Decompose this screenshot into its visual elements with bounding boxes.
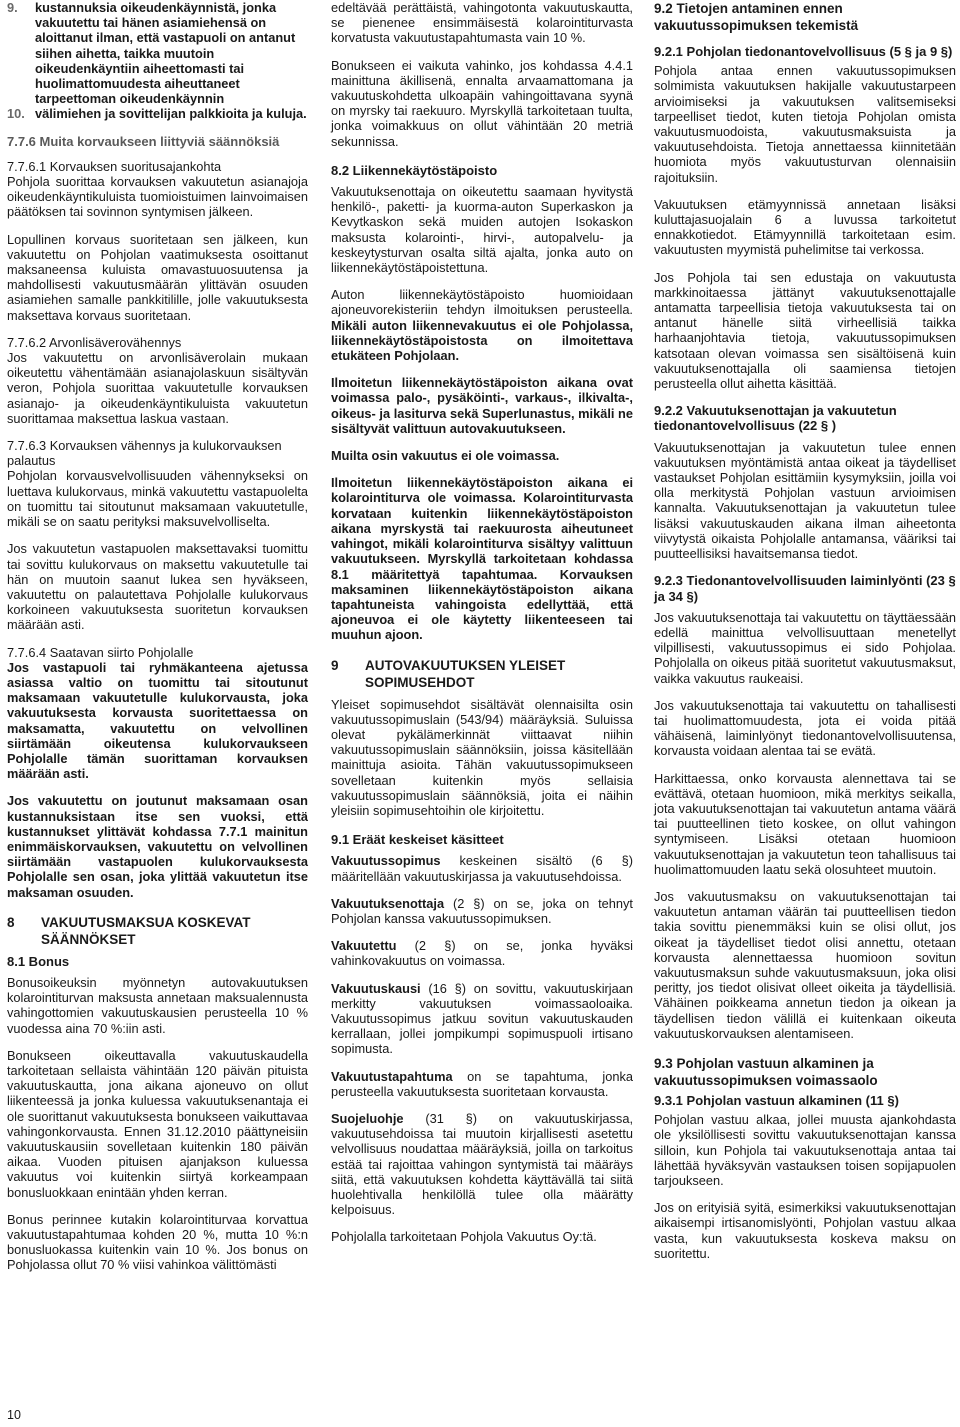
paragraph: Jos vakuutuksenottaja tai vakuutettu on tahallisesti tai huolimattomuudesta, jota ei voida pitää vähäisenä, laiminlyönyt tiedonantovelvollisuutensa, korvausta voidaan alentaa tai se evätä. [654, 697, 956, 759]
subsection-heading: 8.1 Bonus [7, 953, 70, 969]
list-number: 10. [7, 106, 25, 122]
definition-term: Vakuutussopimus [331, 853, 441, 869]
paragraph: Jos vakuutusmaksu on vakuutuksenottajan tai vakuutetun antaman väärän tai puutteellisen tiedon takia sovittu pienemmäksi kuin se olisi ollut, jos oikeat ja täydelliset tiedot olisi annettu, otetaan korvausta alennettaessa huomioon sovitun vakuutusmaksun suhde vakuutusmaksuun, joka olisi peritty, jos tiedot olisivat olleet oikeita ja täydellisiä. Vähäinen poikkeama annetun tiedon ja oikean ja täydellisen tiedon välillä ei kuitenkaan oikeuta vakuutuskorvauksen alentamiseen. [654, 888, 956, 1041]
paragraph: edeltävää perättäistä, vahingotonta vakuutuskautta, se pienenee ensimmäisestä kolarointiturvasta korvatusta vakuutustapahtumasta vain 10 %. [331, 0, 633, 46]
section-heading: 9.2 Tietojen antaminen ennen vakuutussopimuksen tekemistä [654, 1, 859, 33]
column-left [7, 0, 308, 1273]
paragraph: Harkittaessa, onko korvausta alennettava tai se evättävä, otetaan huomioon, mikä merkitys seikalla, jota vakuutuksenottajan tai vakuutetun antama väärä tai puutteellinen tieto koskee, on ollut vahingon syntymiseen. Lisäksi otetaan huomioon vakuutuksenottajan ja vakuutetun teon tahallisuus tai huolimattomuuden laatu sekä olosuhteet muutoin. [654, 770, 956, 877]
definition [331, 981, 633, 1057]
subsection-heading: 9.2.3 Tiedonantovelvollisuuden laiminlyönti (23 § ja 34 §) [654, 573, 956, 604]
paragraph: Vakuutuksenottajan ja vakuutetun tulee ennen vakuutuksen myöntämistä antaa oikeat ja täydelliset vastaukset Pohjolan esittämiin kysymyksiin, joilla voi olla merkitystä Pohjolan vastuun arvioimisen kannalta. Vakuutuksenottajan ja vakuutetun tulee lisäksi vakuutuskauden aikana ilman aiheetonta viivytystä oikaista Pohjolalle antamansa, vääriksi tai puutteellisiksi havaitsemansa tiedot. [654, 439, 956, 562]
chapter-number: 8 [7, 914, 15, 930]
subsection-heading: 9.3.1 Pohjolan vastuun alkaminen (11 §) [654, 1092, 899, 1108]
chapter-title: VAKUUTUSMAKSUA KOSKEVAT SÄÄNNÖKSET [41, 914, 251, 947]
paragraph [331, 287, 633, 363]
paragraph: Jos Pohjola tai sen edustaja on vakuutusta markkinoitaessa jättänyt vakuutuksenottajalle antamatta tarpeellisia tietoja vakuutuksesta tai on antanut hänelle siitä virheellisiä taikka harhaanjohtavia tietoja, vakuutussopimuksen katsotaan olevan voimassa sen sisältöisenä kuin vakuutuksenottajalla oli saamiensa tietojen perusteella ollut aihetta käsittää. [654, 269, 956, 392]
definition-term: Vakuutustapahtuma [331, 1068, 453, 1084]
subsection-heading: 7.7.6.3 Korvauksen vähennys ja kulukorvauksen palautus [7, 438, 282, 469]
paragraph: Pohjola suorittaa korvauksen vakuutetun asianajoja oikeudenkäyntikuluista tuomioistuimen lainvoimaisen päätöksen tai sovinnon syntymisen jälkeen. [7, 174, 308, 220]
column-middle [331, 0, 633, 1257]
definition-text: (31 §) on vakuutuskirjassa, vakuutusehdoissa tai muutoin kirjallisesti asetettu velvollisuus noudattaa määräyksiä, joilla on tarkoitus estää tai rajoittaa vahingon syntymistä tai määräys siitä, että vakuutuksen kohdetta käyttävällä tai siitä huolehtivalla henkilöllä tulee olla määrätty kelpoisuus. [331, 1110, 633, 1218]
subsection-heading: 8.2 Liikennekäytöstäpoisto [331, 162, 498, 178]
paragraph-bold: Ilmoitetun liikennekäytöstäpoiston aikana ovat voimassa palo-, pysäköinti-, varkaus-, ilkivalta-, oikeus- ja lasiturva sekä Superlunastus, mikäli ne sisältyvät valittuun autovakuutukseen. [331, 375, 633, 436]
page-number: 10 [7, 1408, 21, 1422]
paragraph: Jos vakuutuksenottaja tai vakuutettu on täyttäessään edellä mainittua velvollisuuttaan menetellyt vilpillisesti, vakuutussopimus ei sido Pohjolaa. Pohjolalla on oikeus pitää suoritetut vakuutusmaksut, vaikka vakuutus raukeaisi. [654, 609, 956, 686]
paragraph: Lopullinen korvaus suoritetaan sen jälkeen, kun vakuutettu on Pohjolan vaatimuksesta osoittanut maksaneensa kuluista omavastuuosuutensa ja mahdollisesti vakuutusmäärän ylittävän osuuden asiamiehen samalle pankkitilille, jolle vakuutuksesta maksettava korvaus suoritetaan. [7, 231, 308, 323]
paragraph: Yleiset sopimusehdot sisältävät olennaisilta osin vakuutussopimuslain (543/94) määräyksiä. Suluissa olevat pykälämerkinnät viittaavat niihin vakuutussopimuslain säännöksiin, joissa käsitellään mainittuja asioita. Tähän vakuutussopimukseen sovelletaan kuitenkin myös sellaisia vakuutussopimuslain säännöksiä, joita ei näihin yleisiin sopimusehtoihin ole kirjoitettu. [331, 696, 633, 818]
chapter-number: 9 [331, 657, 339, 673]
definition [331, 938, 633, 968]
subsection-heading: 9.1 Eräät keskeiset käsitteet [331, 832, 504, 848]
paragraph: Jos vakuutettu on arvonlisäverolain mukaan oikeutettu vähentämään asianajolaskuun sisältyvän veron, Pohjola suorittaa vakuutetulle korvauksen asianajo- ja oikeudenkäyntikuluista vakuutetun suorittamaa maksettua laskua vastaan. [7, 350, 308, 426]
definition [331, 853, 633, 883]
section-heading: 7.7.6 Muita korvaukseen liittyviä säännöksiä [7, 133, 280, 149]
paragraph: Bonukseen ei vaikuta vahinko, jos kohdassa 4.4.1 mainittuna äkillisenä, ennalta arvaamattomana ja vakuutuskohdetta ulkoapäin vahingoittavana syynä on myrsky tai raekuuro. Myrskyllä tarkoitetaan tuulta, jonka voimakkuus on ollut vähintään 20 metriä sekunnissa. [331, 57, 633, 149]
definition-term: Vakuutuksenottaja [331, 895, 445, 911]
definition-text: (2 §) on se, joka on tehnyt Pohjolan kanssa vakuutussopimuksen. [331, 895, 633, 926]
definition [331, 1111, 633, 1217]
chapter-title: AUTOVAKUUTUKSEN YLEISET SOPIMUSEHDOT [365, 657, 566, 690]
paragraph: Bonukseen oikeuttavalla vakuutuskaudella tarkoitetaan sellaista vähintään 120 päivän pituista vakuutuskautta, jona aikana ajoneuvo on ollut liikenteessä ja jonka kuluessa vakuutuksenantaja ei ole suorittanut vakuutuksesta bonukseen vaikuttavaa vahingonkorvausta. Ennen 31.12.2010 päättyneisiin vakuutuskausiin sovelletaan kuitenkin 180 päivän aikaa. Vuoden pituisen ajanjakson kuluessa vakuutus voi kuitenkin siirtyä korkeampaan bonusluokkaan enintään yhden kerran. [7, 1047, 308, 1200]
definition [331, 896, 633, 926]
definition-text: on se tapahtuma, jonka perusteella vakuutuksesta suoritetaan korvausta. [331, 1068, 633, 1099]
definition-term: Suojeluohje [331, 1110, 404, 1126]
paragraph-text: Auton liikennekäytöstäpoisto huomioidaan ajoneuvorekisteriin tehdyn ilmoituksen perusteella. [331, 287, 633, 318]
paragraph: Pohjolan vastuu alkaa, jollei muusta ajankohdasta ole yksilöllisesti sovittu vakuutuksenottajan kanssa silloin, kun Pohjola tai vakuutuksenottaja antaa tai lähettää hyväksyvän vastauksen toisen sopijapuolen tarjoukseen. [654, 1112, 956, 1188]
list-number: 9. [7, 0, 18, 15]
paragraph-bold: Ilmoitetun liikennekäytöstäpoiston aikana ei kolarointiturva ole voimassa. Kolarointiturvasta korvataan kuitenkin liikennekäytöstäpoiston aikana myrskystä tai raekuurosta aiheutuneet vahingot, mikäli kolarointiturva sisältyy valittuun vakuutukseen. Myrskyllä tarkoitetaan kohdassa 8.1 määritettyä tapahtumaa. Korvauksen maksaminen liikennekäytöstäpoiston aikana tapahtuneista vahingoista edellyttää, että ajoneuvoa ei ole käytetty liikenteeseen tai muuhun ajoon. [331, 475, 633, 643]
subsection-heading: 7.7.6.1 Korvauksen suoritusajankohta [7, 158, 222, 174]
definition-text: (16 §) on sovittu, vakuutuskirjaan merkitty vakuutuksen voimassaoloaika. Vakuutussopimus jatkuu sovitun vakuutuskauden kerrallaan, jollei jompikumpi sopimuspuoli irtisano sopimusta. [331, 980, 633, 1057]
list-item [7, 106, 308, 121]
paragraph: Vakuutuksenottaja on oikeutettu saamaan hyvitystä henkilö-, paketti- ja kuorma-auton Superkaskon ja Kevytkaskon sekä muiden autojen Isokaskon maksusta kolarointi-, hirvi-, autopalvelu- ja keskeytysturvan osalta siltä ajalta, jonka auto on liikennekäytöstäpoistettuna. [331, 184, 633, 276]
chapter-heading [331, 657, 633, 691]
paragraph: Pohjolalla tarkoitetaan Pohjola Vakuutus Oy:tä. [331, 1229, 597, 1245]
paragraph-bold: Jos vastapuoli tai ryhmäkanteena ajetussa asiassa valtio on tuomittu tai sitoutunut maksamaan vakuutetulle kulukorvausta, joka vakuutuksesta korvausta suoritettaessa on maksamatta, vakuutettu on velvollinen siirtämään oikeutensa kulukorvaukseen Pohjolalle tämän suorittaman korvauksen määrään asti. [7, 659, 308, 782]
definition-text: (2 §) on se, jonka hyväksi vahinkovakuutus on voimassa. [331, 938, 633, 969]
subsection-heading: 7.7.6.2 Arvonlisäverovähennys [7, 334, 182, 350]
paragraph-bold: Jos vakuutettu on joutunut maksamaan osan kustannuksistaan itse sen vuoksi, että kustannukset ylittävät kohdassa 7.7.1 mainitun enimmäiskorvauksen, vakuutettu on velvollinen siirtämään vastapuolen kulukorvauksesta Pohjolalle sen osan, joka ylittää vakuutetun itse maksaman osuuden. [7, 793, 308, 900]
definition [331, 1069, 633, 1099]
paragraph: Jos vakuutetun vastapuolen maksettavaksi tuomittu tai sovittu kulukorvaus on maksettu vakuutetulle tai hän on muutoin saanut lukea sen hyväkseen, vakuutettu on palautettava Pohjolalle kulukorvaus korkoineen vakuutuksesta suoritetun korvauksen määrään asti. [7, 541, 308, 633]
definition-term: Vakuutettu [331, 938, 397, 954]
paragraph: Bonus perinnee kutakin kolarointiturvaa korvattua vakuutustapahtumaa kohden 20 %, mutta 10 %:n bonusluokassa kuitenkin vain 10 %. Jos bonus on Pohjolassa ollut 70 % viisi vahinkoa välittömästi [7, 1211, 308, 1273]
column-right [654, 0, 956, 1273]
definition-text: keskeinen sisältö (6 §) määritellään vakuutuskirjassa ja vakuutusehdoissa. [331, 853, 633, 884]
subsection-heading: 7.7.6.4 Saatavan siirto Pohjolalle [7, 644, 194, 660]
list-item [7, 0, 308, 106]
paragraph: Pohjolan korvausvelvollisuuden vähennykseksi on luettava kulukorvaus, minkä vakuutettu vastapuolelta on tuomittu tai sitoutunut maksamaan vakuutetulle, mikäli se on saatu perityksi maksuvelvolliselta. [7, 468, 308, 530]
section-heading: 9.3 Pohjolan vastuun alkaminen ja vakuutussopimuksen voimassaolo [654, 1055, 878, 1088]
paragraph: Pohjola antaa ennen vakuutussopimuksen solmimista vakuutuksen hakijalle vakuutustarpeen arvioimiseksi ja vakuutuksen valitsemiseksi tarpeelliset tiedot, kuten tietoja Pohjolan omista vakuutusmuodoista, vakuutusmaksuista ja vakuutusehdoista. Tietoja annettaessa kiinnitetään huomiota myös vakuutusturvan olennaisiin rajoituksiin. [654, 63, 956, 185]
subsection-heading: 9.2.1 Pohjolan tiedonantovelvollisuus (5 § ja 9 §) [654, 44, 953, 59]
chapter-heading [7, 914, 308, 948]
list-text: kustannuksia oikeudenkäynnistä, jonka vakuutettu tai hänen asiamiehensä on aloittanut ilman, että vastapuoli on antanut siihen aihetta, taikka muutoin oikeudenkäyntiin aiheettomasti tai huolimattomuudesta aiheuttaneet tarpeettoman oikeudenkäynnin [35, 0, 296, 107]
list-text: välimiehen ja sovittelijan palkkioita ja kuluja. [35, 106, 307, 122]
definition-term: Vakuutuskausi [331, 980, 421, 996]
subsection-heading: 9.2.2 Vakuutuksenottajan ja vakuutetun tiedonantovelvollisuus (22 § ) [654, 403, 897, 434]
paragraph: Vakuutuksen etämyynnissä annetaan lisäksi kuluttajasuojalain 6 a luvussa tarkoitetut ennakkotiedot. Etämyynnillä tarkoitetaan esim. vakuutusten myymistä puhelimitse tai verkossa. [654, 196, 956, 258]
paragraph-bold: Muilta osin vakuutus ei ole voimassa. [331, 448, 560, 464]
paragraph: Jos on erityisiä syitä, esimerkiksi vakuutuksenottajan aikaisempi irtisanomislyönti, Pohjolan vastuu alkaa vasta, kun vakuutuksesta koskeva maksu on suoritettu. [654, 1200, 956, 1261]
paragraph: Bonusoikeuksin myönnetyn autovakuutuksen kolarointiturvan maksusta annetaan maksualennusta vahingottomien vakuutuskausien perusteella 10 % vuodessa aina 70 %:iin asti. [7, 974, 308, 1036]
paragraph-text-bold: Mikäli auton liikennevakuutus ei ole Pohjolassa, liikennekäytöstäpoistosta on ilmoitettava etukäteen Pohjolaan. [331, 317, 633, 364]
